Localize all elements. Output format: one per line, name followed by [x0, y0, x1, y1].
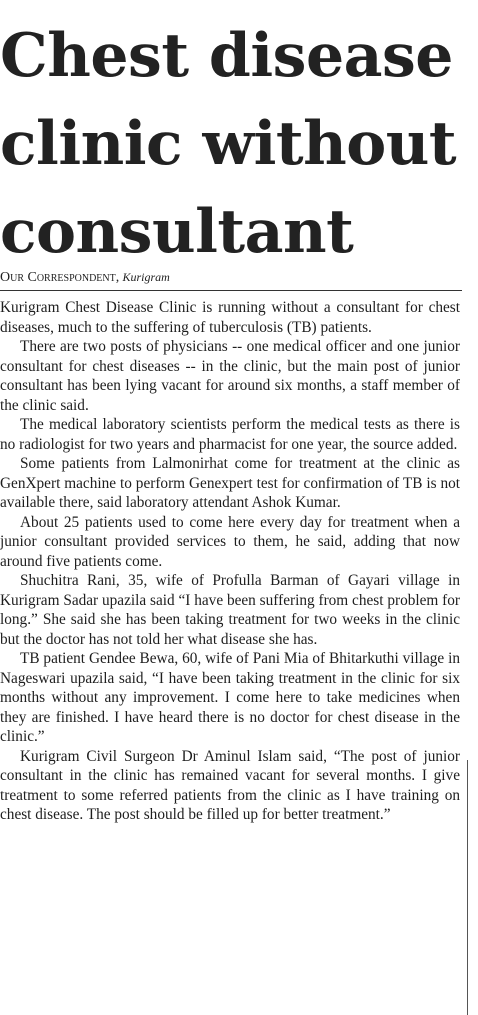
paragraph-4: Some patients from Lalmonirhat come for treatment at the clinic as GenXpert machine to perform Genexpert test for confirmation of TB is not available there, said laboratory attendant Ashok Kumar.: [0, 455, 460, 511]
paragraph-2: There are two posts of physicians -- one medical officer and one junior consultant for chest diseases -- in the clinic, but the main post of junior consultant has been lying vacant for around six months, a staff member of the clinic said.: [0, 338, 460, 414]
headline-line-2: clinic without: [0, 109, 457, 179]
article-body: [0, 298, 460, 825]
paragraph-5: About 25 patients used to come here every day for treatment when a junior consultant provided services to them, he said, adding that now around five patients come.: [0, 513, 460, 570]
paragraph-1: Kurigram Chest Disease Clinic is running without a consultant for chest diseases, much to the suffering of tuberculosis (TB) patients.: [0, 299, 460, 336]
paragraph-8: Kurigram Civil Surgeon Dr Aminul Islam said, “The post of junior consultant in the clinic has remained vacant for several months. I give treatment to some referred patients from the clinic as I have training on chest disease. The post should be filled up for better treatment.”: [0, 747, 460, 823]
byline-place: Kurigram: [122, 270, 170, 284]
paragraph-3: The medical laboratory scientists perform the medical tests as there is no radiologist for two years and pharmacist for one year, the source added.: [0, 416, 460, 453]
paragraph-6: Shuchitra Rani, 35, wife of Profulla Barman of Gayari village in Kurigram Sadar upazila said “I have been suffering from chest problem for long.” She said she has been taking treatment for two weeks in the clinic but the doctor has not told her what disease she has.: [0, 572, 460, 648]
paragraph-7: TB patient Gendee Bewa, 60, wife of Pani Mia of Bhitarkuthi village in Nageswari upazila said, “I have been taking treatment in the clinic for six months without any improvement. I come here to take medicines when they are finished. I have heard there is no doctor for chest disease in the clinic.”: [0, 650, 460, 745]
headline-line-1: Chest disease: [0, 21, 453, 91]
headline-line-3: consultant: [0, 197, 354, 267]
column-divider: [467, 760, 468, 1015]
byline-author: Our Correspondent,: [0, 270, 120, 285]
headline: [0, 12, 470, 276]
byline: [0, 268, 462, 291]
